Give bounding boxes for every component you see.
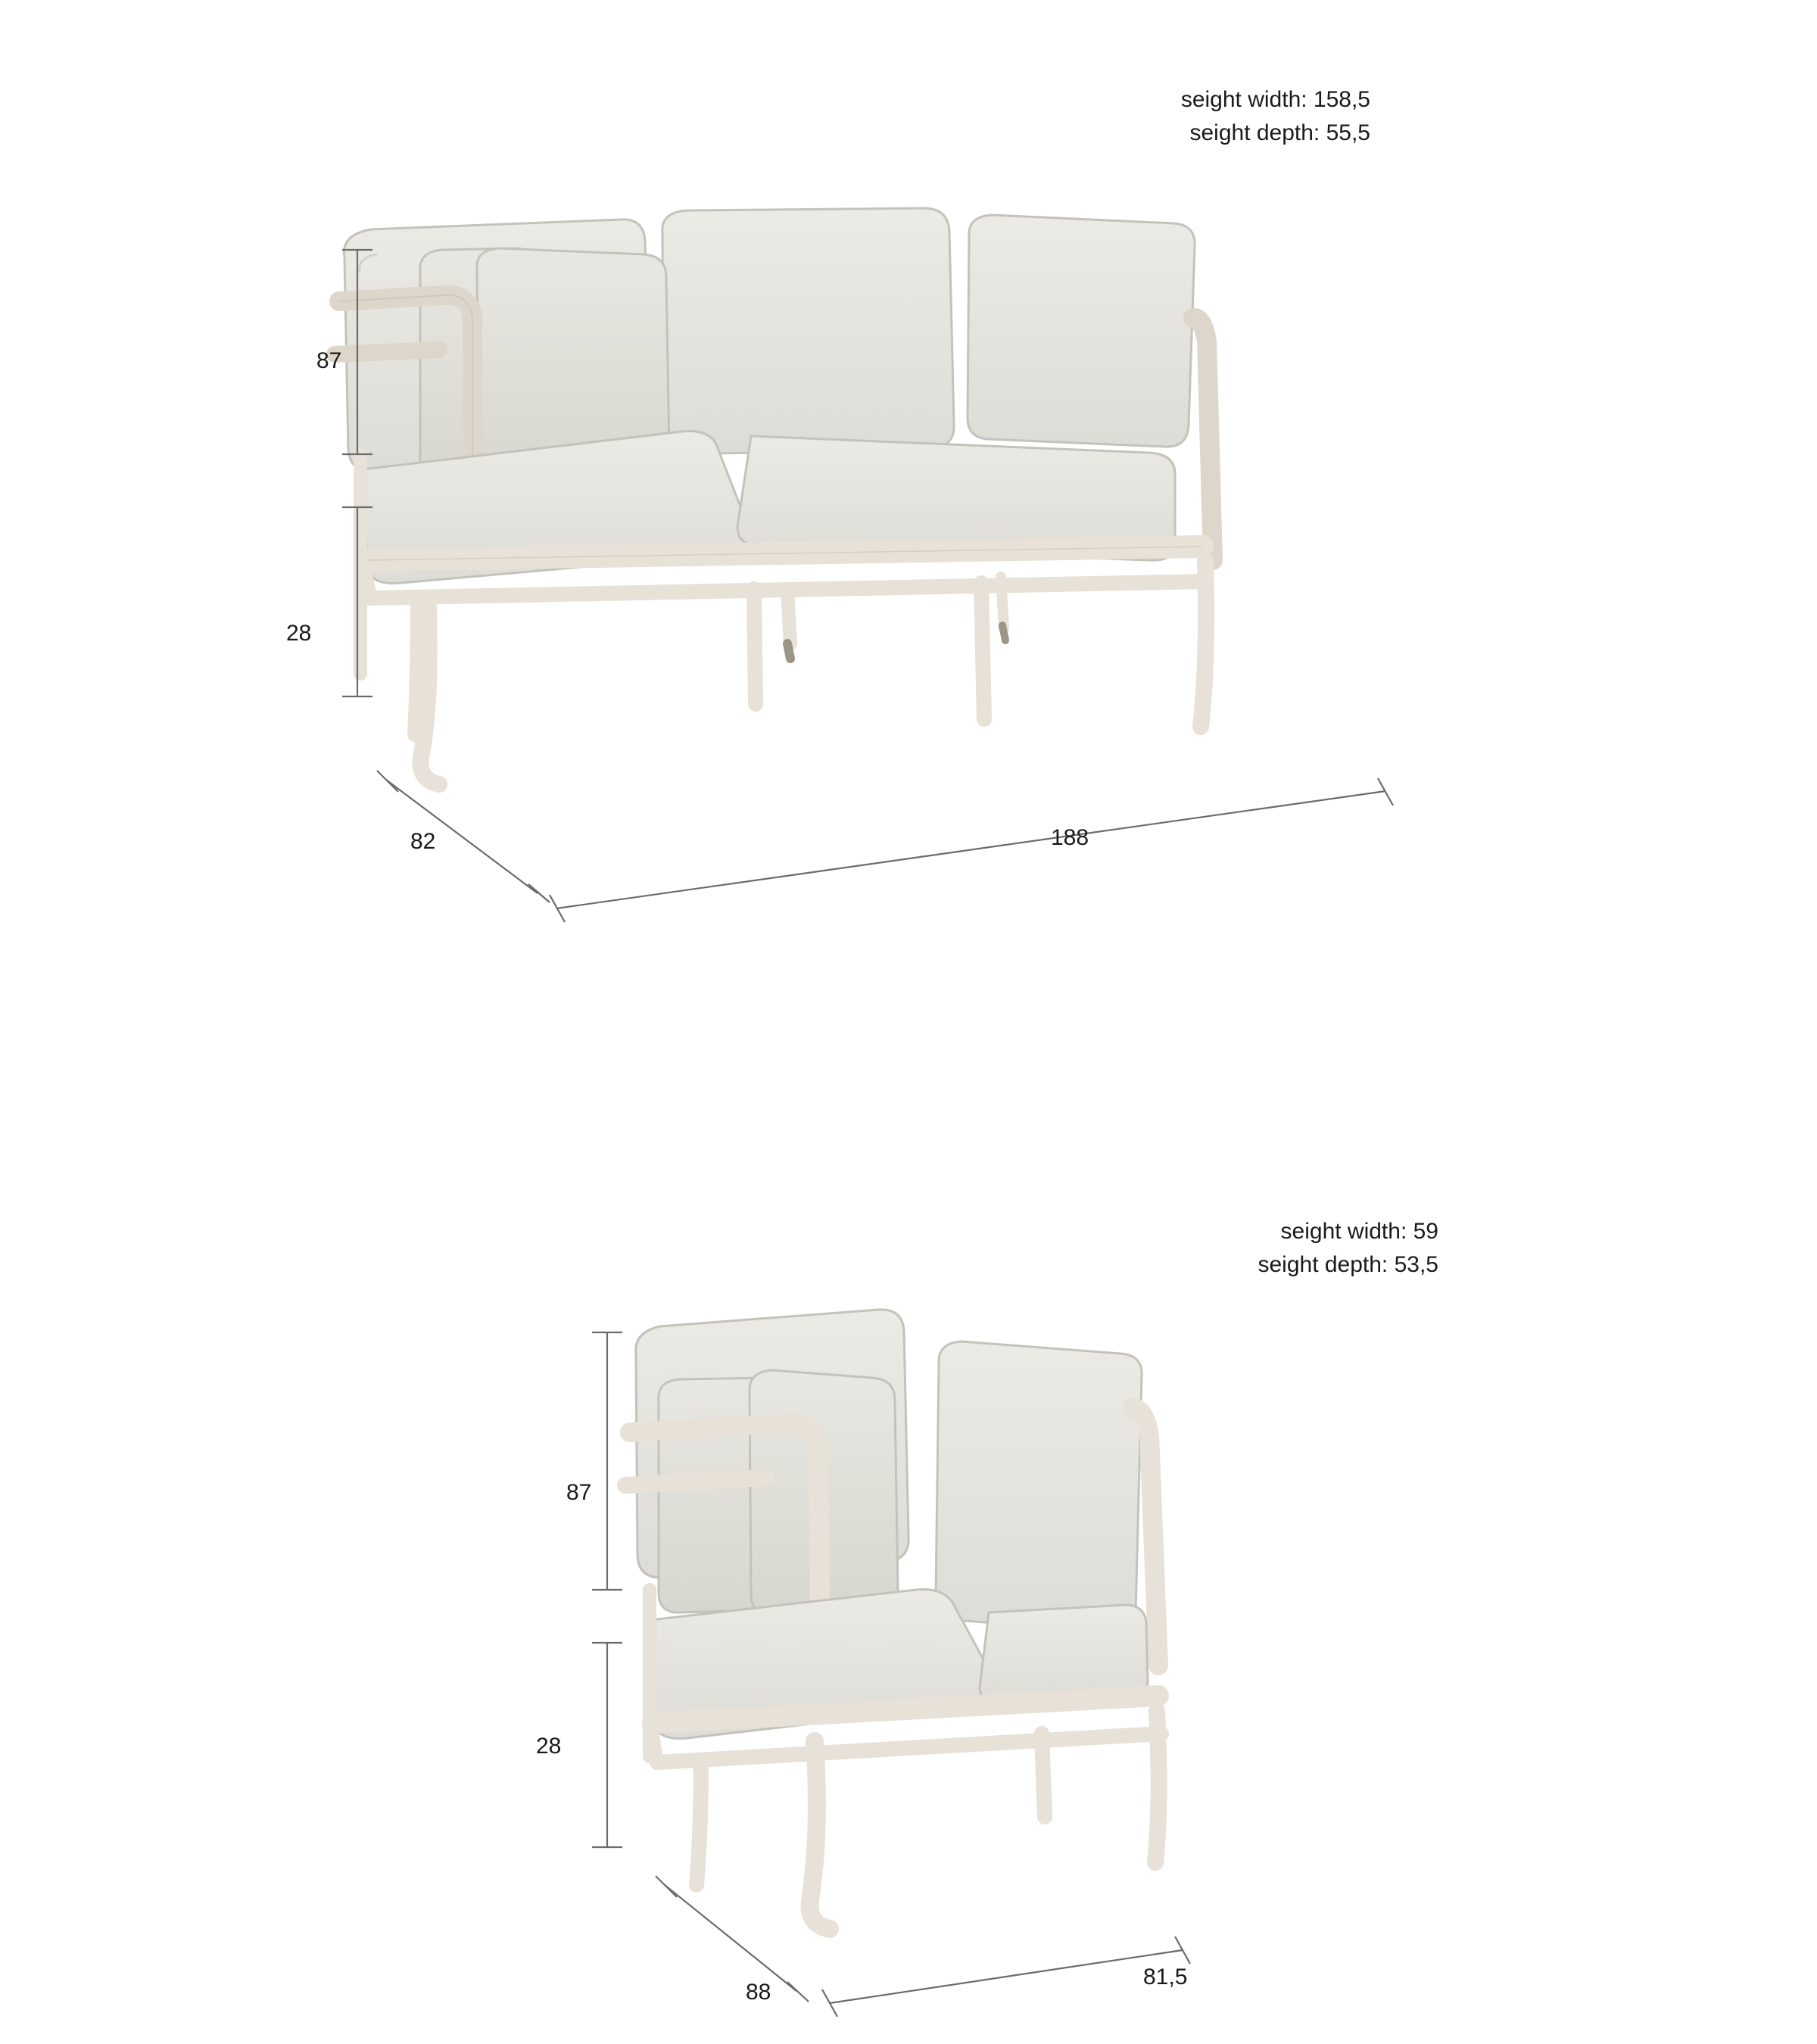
chair-seat-width-text: seight width: 59 xyxy=(1280,1219,1438,1244)
chair-dim-88: 88 xyxy=(746,1980,771,2005)
sofa-dim-87: 87 xyxy=(316,348,342,373)
chair-dim-28: 28 xyxy=(536,1734,562,1759)
sofa-dim-188: 188 xyxy=(1051,825,1089,850)
chair-dimension-lines xyxy=(560,1287,1393,2029)
sofa-dim-82: 82 xyxy=(410,829,436,854)
sofa-seat-width-text: seight width: 158,5 xyxy=(1180,87,1370,112)
sofa-dim-28: 28 xyxy=(286,621,312,646)
chair-spec-block xyxy=(803,1215,1438,1281)
chair-dim-81-5: 81,5 xyxy=(1143,1965,1188,1989)
chair-seat-depth-text: seight depth: 53,5 xyxy=(1258,1251,1438,1277)
sofa-dimension-lines xyxy=(288,204,1575,924)
chair-dim-87: 87 xyxy=(566,1480,592,1505)
sofa-spec-block xyxy=(742,83,1370,149)
sofa-seat-depth-text: seight depth: 55,5 xyxy=(1189,120,1370,145)
